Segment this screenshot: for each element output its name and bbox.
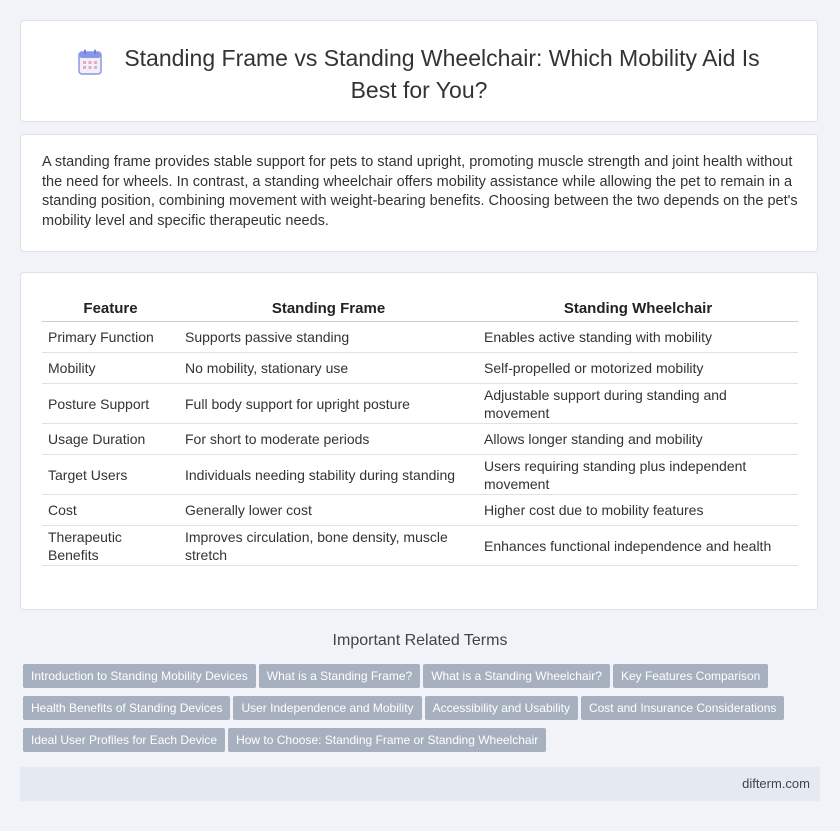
row-standing-frame: Generally lower cost	[179, 495, 478, 526]
related-term-tag[interactable]: Accessibility and Usability	[425, 696, 578, 720]
intro-paragraph: A standing frame provides stable support for pets to stand upright, promoting muscle strength and joint health without the need for wheels. In contrast, a standing wheelchair offers mobility assistance while allowing the pet to remain in a standing position, combining movement with weight-bearing benefits. Choosing between the two depends on the pet's mobility level and specific therapeutic needs.	[42, 154, 798, 229]
row-standing-frame: Full body support for upright posture	[179, 384, 478, 424]
header-standing-wheelchair: Standing Wheelchair	[478, 295, 798, 322]
row-standing-wheelchair: Adjustable support during standing and movement	[478, 384, 798, 424]
related-terms-list	[23, 664, 803, 760]
page-title: Standing Frame vs Standing Wheelchair: Which Mobility Aid Is Best for You?	[124, 45, 760, 103]
comparison-card	[20, 272, 818, 610]
row-standing-wheelchair: Enables active standing with mobility	[478, 322, 798, 353]
row-standing-frame: Individuals needing stability during standing	[179, 455, 478, 495]
row-standing-wheelchair: Self-propelled or motorized mobility	[478, 353, 798, 384]
related-term-tag[interactable]: Health Benefits of Standing Devices	[23, 696, 230, 720]
intro-card	[20, 134, 818, 252]
related-term-tag[interactable]: What is a Standing Wheelchair?	[423, 664, 610, 688]
table-header-row	[42, 295, 798, 322]
related-term-tag[interactable]: What is a Standing Frame?	[259, 664, 420, 688]
row-standing-frame: For short to moderate periods	[179, 424, 478, 455]
footer-site[interactable]: difterm.com	[742, 776, 810, 791]
header-standing-frame: Standing Frame	[179, 295, 478, 322]
title-card	[20, 20, 818, 122]
row-standing-frame: Supports passive standing	[179, 322, 478, 353]
related-term-tag[interactable]: User Independence and Mobility	[233, 696, 421, 720]
related-term-tag[interactable]: How to Choose: Standing Frame or Standing Wheelchair	[228, 728, 546, 752]
row-standing-wheelchair: Allows longer standing and mobility	[478, 424, 798, 455]
table-row	[42, 424, 798, 455]
row-feature: Target Users	[42, 455, 179, 495]
table-row	[42, 526, 798, 566]
row-standing-frame: Improves circulation, bone density, muscle stretch	[179, 526, 478, 566]
table-row	[42, 455, 798, 495]
related-term-tag[interactable]: Introduction to Standing Mobility Devices	[23, 664, 256, 688]
row-standing-wheelchair: Users requiring standing plus independent movement	[478, 455, 798, 495]
title-wrap	[61, 43, 777, 105]
related-term-tag[interactable]: Key Features Comparison	[613, 664, 768, 688]
row-feature: Therapeutic Benefits	[42, 526, 179, 566]
row-feature: Mobility	[42, 353, 179, 384]
row-standing-wheelchair: Enhances functional independence and health	[478, 526, 798, 566]
calendar-icon	[78, 49, 102, 75]
table-row	[42, 353, 798, 384]
row-feature: Primary Function	[42, 322, 179, 353]
header-feature: Feature	[42, 295, 179, 322]
row-feature: Cost	[42, 495, 179, 526]
table-row	[42, 322, 798, 353]
related-terms-title: Important Related Terms	[332, 632, 508, 649]
table-row	[42, 384, 798, 424]
comparison-table	[42, 295, 798, 566]
row-feature: Posture Support	[42, 384, 179, 424]
row-standing-wheelchair: Higher cost due to mobility features	[478, 495, 798, 526]
table-row	[42, 495, 798, 526]
related-term-tag[interactable]: Ideal User Profiles for Each Device	[23, 728, 225, 752]
row-feature: Usage Duration	[42, 424, 179, 455]
related-term-tag[interactable]: Cost and Insurance Considerations	[581, 696, 784, 720]
row-standing-frame: No mobility, stationary use	[179, 353, 478, 384]
footer	[20, 767, 820, 801]
